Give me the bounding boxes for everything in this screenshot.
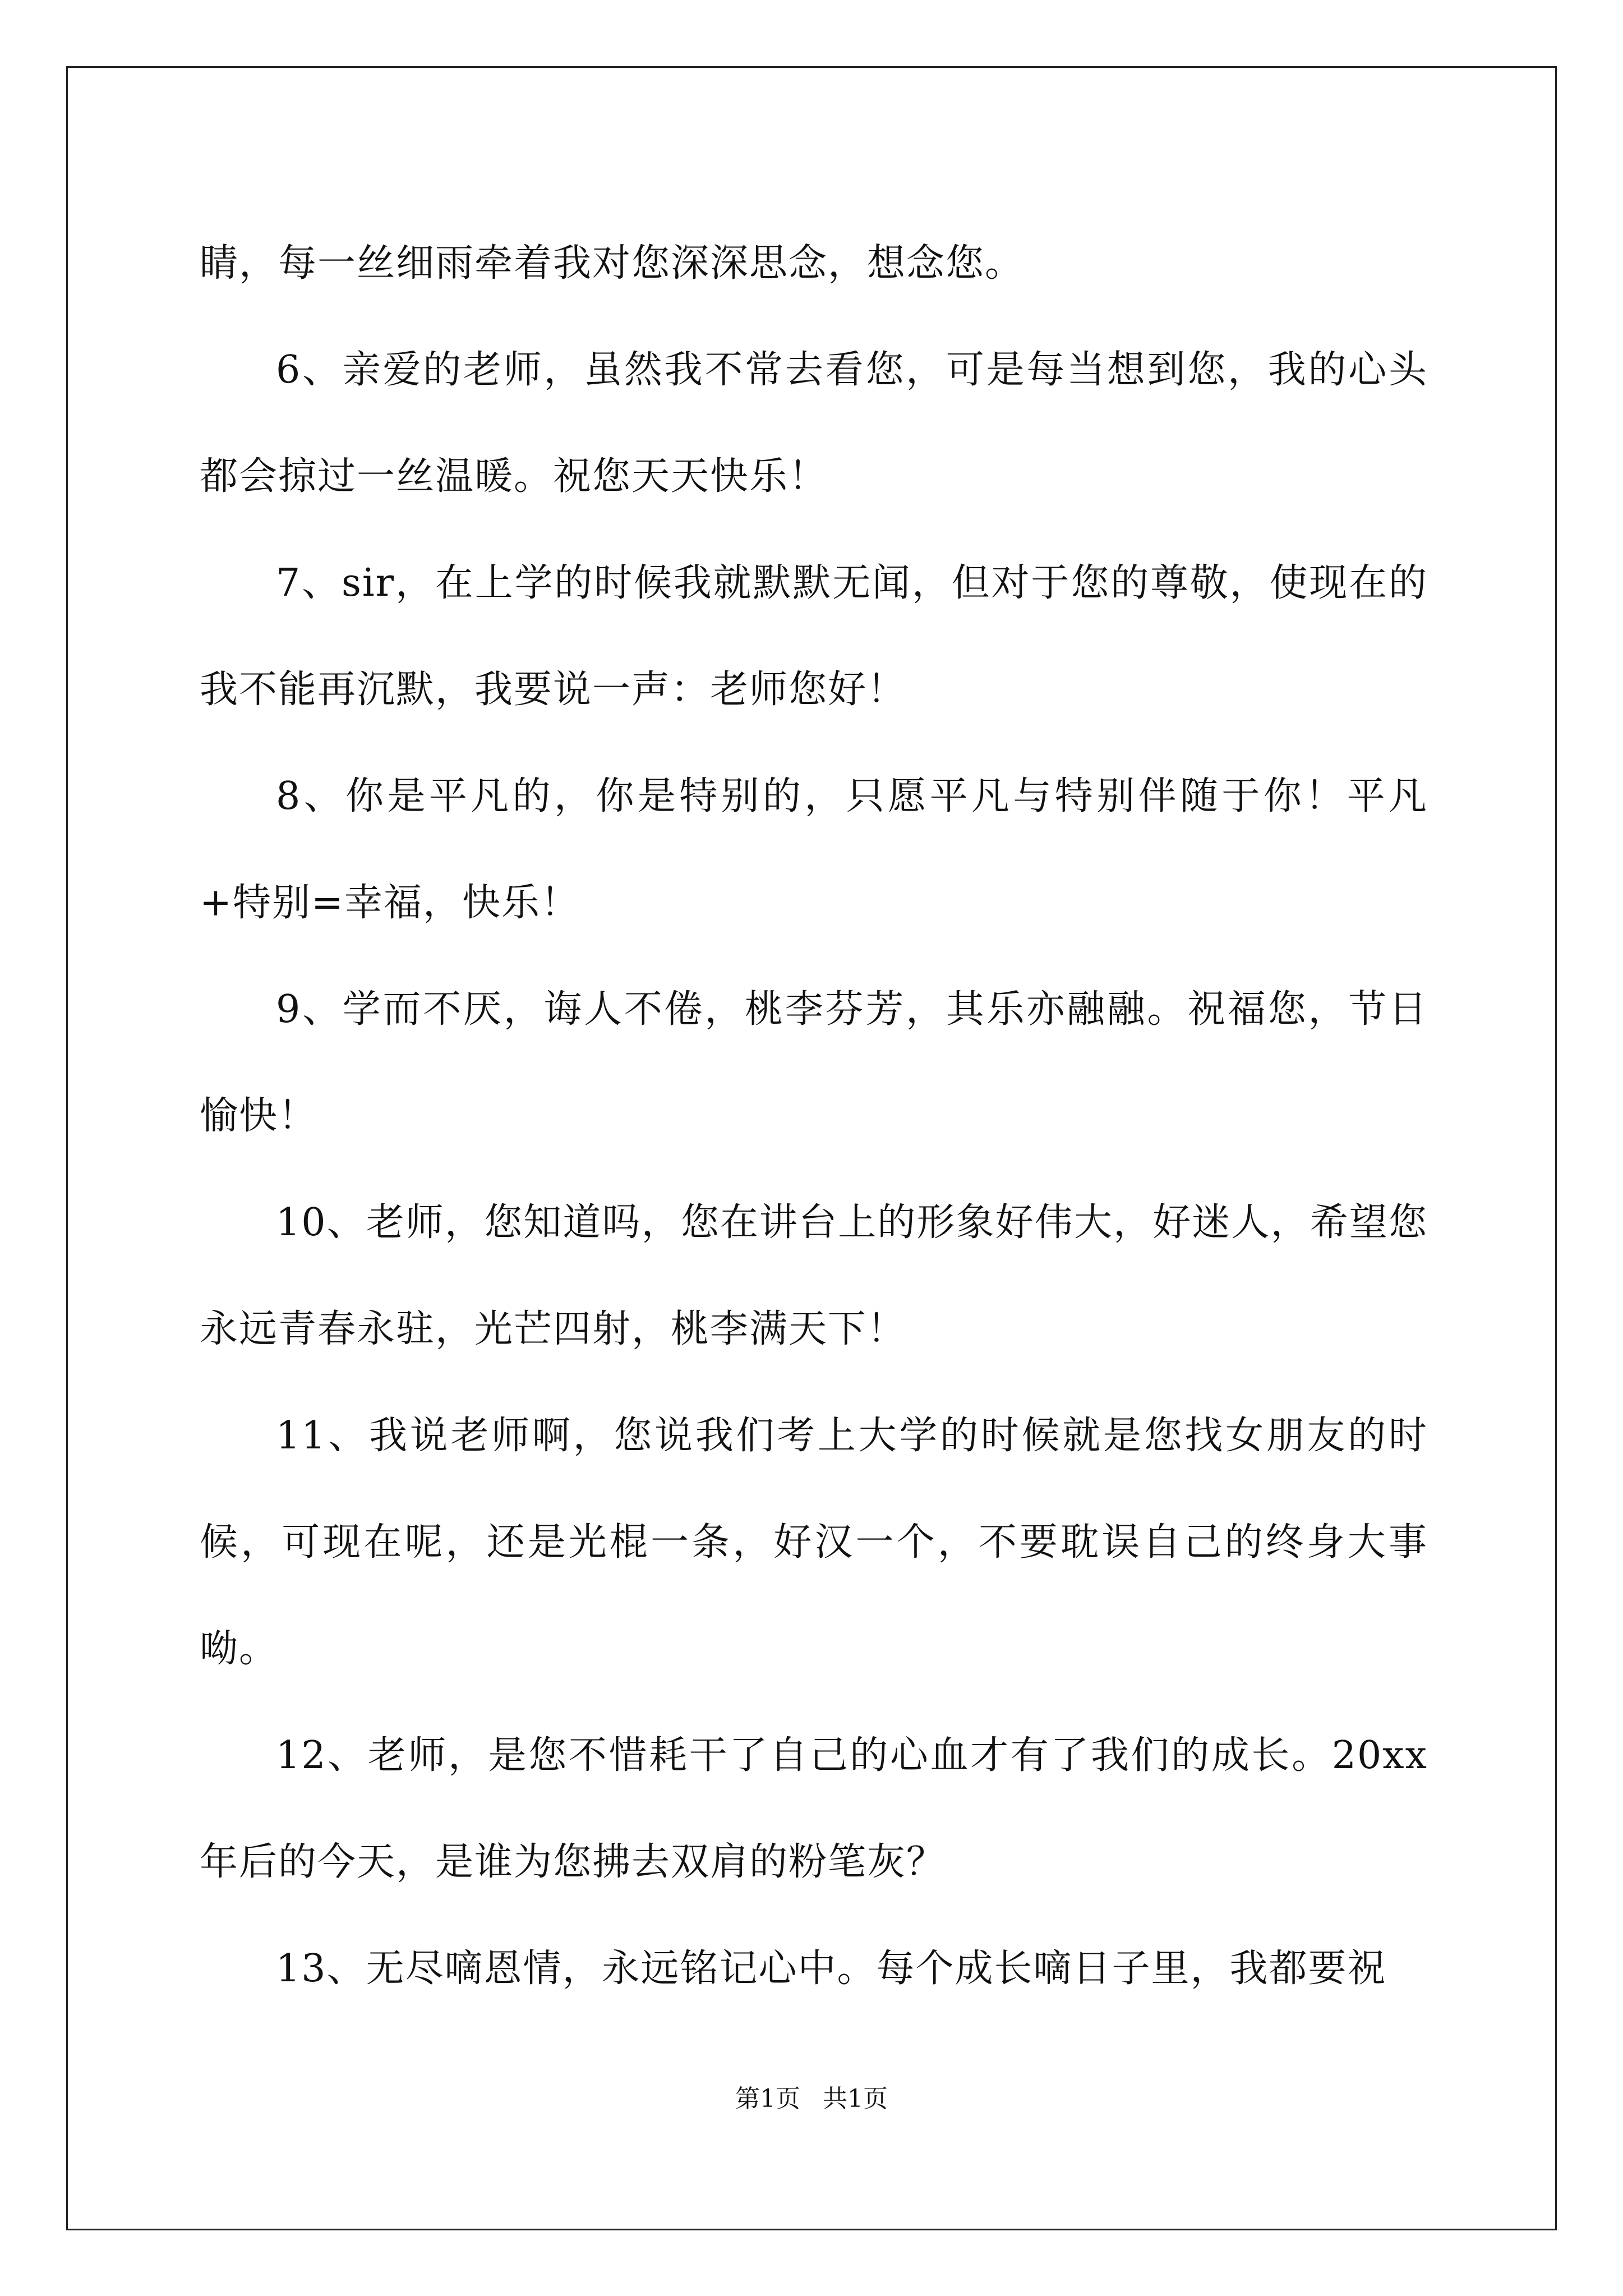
paragraph-4: 8、你是平凡的，你是特别的，只愿平凡与特别伴随于你！平凡+特别=幸福，快乐！ — [200, 774, 1428, 925]
page-number: 第1页 — [735, 2085, 800, 2113]
paragraph-1: 睛，每一丝细雨牵着我对您深深思念，想念您。 — [200, 241, 1025, 286]
paragraph-2: 6、亲爱的老师，虽然我不常去看您，可是每当想到您，我的心头都会掠过一丝温暖。祝您天天快乐！ — [200, 348, 1428, 499]
paragraph-9: 13、无尽嘀恩情，永远铭记心中。每个成长嘀日子里，我都要祝 — [276, 1947, 1387, 1991]
page-total: 共1页 — [823, 2085, 888, 2113]
paragraph-3: 7、sir，在上学的时候我就默默无闻，但对于您的尊敬，使现在的我不能再沉默，我要说一声：老师您好！ — [200, 561, 1428, 712]
document-body — [200, 210, 1428, 2022]
page-footer — [0, 2078, 1623, 2114]
paragraph-5: 9、学而不厌，诲人不倦，桃李芬芳，其乐亦融融。祝福您，节日愉快！ — [200, 987, 1428, 1138]
paragraph-6: 10、老师，您知道吗，您在讲台上的形象好伟大，好迷人，希望您永远青春永驻，光芒四射，桃李满天下！ — [200, 1200, 1428, 1351]
paragraph-7: 11、我说老师啊，您说我们考上大学的时候就是您找女朋友的时候，可现在呢，还是光棍一条，好汉一个，不要耽误自己的终身大事呦。 — [200, 1414, 1428, 1671]
paragraph-8: 12、老师，是您不惜耗干了自己的心血才有了我们的成长。20xx年后的今天，是谁为您拂去双肩的粉笔灰？ — [200, 1733, 1428, 1884]
